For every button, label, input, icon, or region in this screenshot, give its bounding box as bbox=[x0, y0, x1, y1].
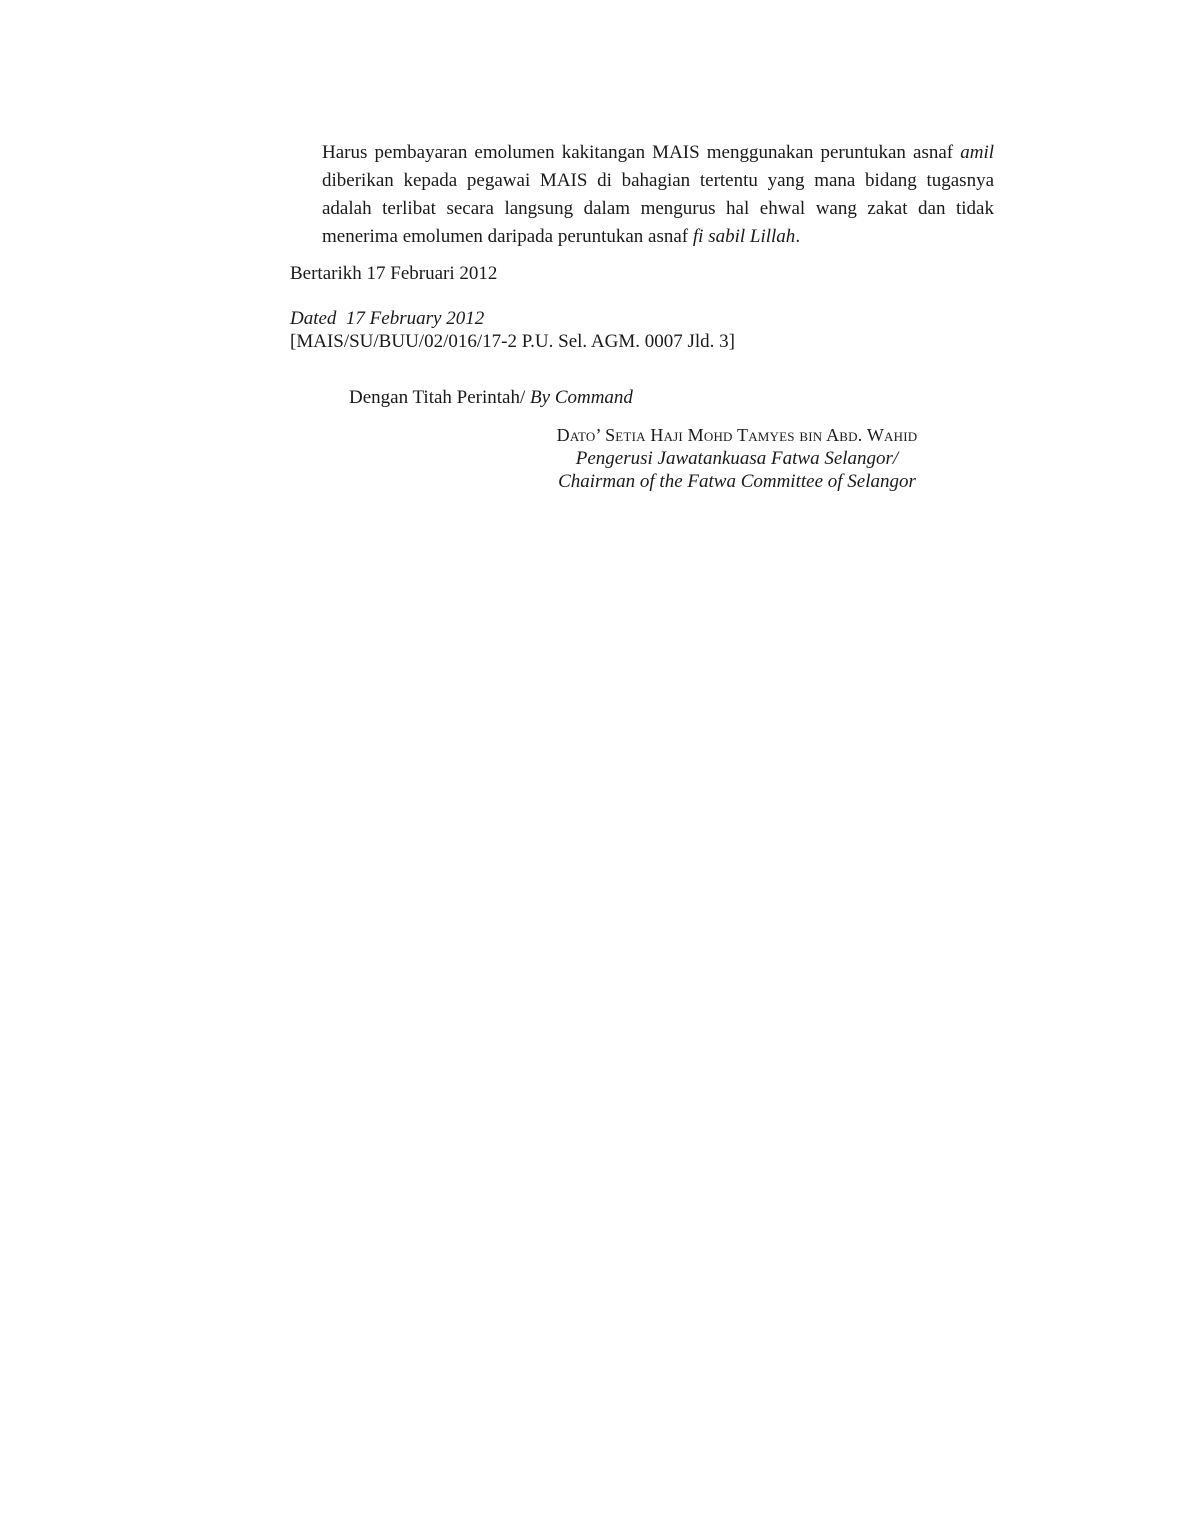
signature-block bbox=[520, 424, 954, 493]
signatory-name: Dato’ Setia Haji Mohd Tamyes bin Abd. Wahid bbox=[556, 425, 918, 445]
italic-term-amil: amil bbox=[960, 142, 994, 163]
command-english: By Command bbox=[530, 387, 633, 408]
command-line bbox=[349, 387, 633, 409]
command-malay: Dengan Titah Perintah/ bbox=[349, 387, 531, 408]
signatory-title-english: Chairman of the Fatwa Committee of Selangor bbox=[558, 471, 916, 492]
reference-number: [MAIS/SU/BUU/02/016/17-2 P.U. Sel. AGM. 0007 Jld. 3] bbox=[290, 331, 735, 352]
date-malay: Bertarikh 17 Februari 2012 bbox=[290, 263, 498, 284]
paragraph-line-3: adalah terlibat secara langsung dalam mengurus hal ehwal wang zakat dan tidak bbox=[322, 198, 994, 219]
paragraph-line-1: Harus pembayaran emolumen kakitangan MAIS menggunakan peruntukan asnaf amil bbox=[322, 142, 994, 163]
italic-term-fi-sabil-lillah: fi sabil Lillah bbox=[692, 226, 796, 247]
date-english: Dated 17 February 2012 bbox=[290, 308, 485, 329]
paragraph-line-2: diberikan kepada pegawai MAIS di bahagian tertentu yang mana bidang tugasnya bbox=[322, 170, 994, 191]
body-paragraph bbox=[322, 139, 994, 251]
paragraph-line-4: menerima emolumen daripada peruntukan asnaf fi sabil Lillah. bbox=[322, 226, 801, 247]
signatory-title-malay: Pengerusi Jawatankuasa Fatwa Selangor/ bbox=[575, 448, 899, 469]
